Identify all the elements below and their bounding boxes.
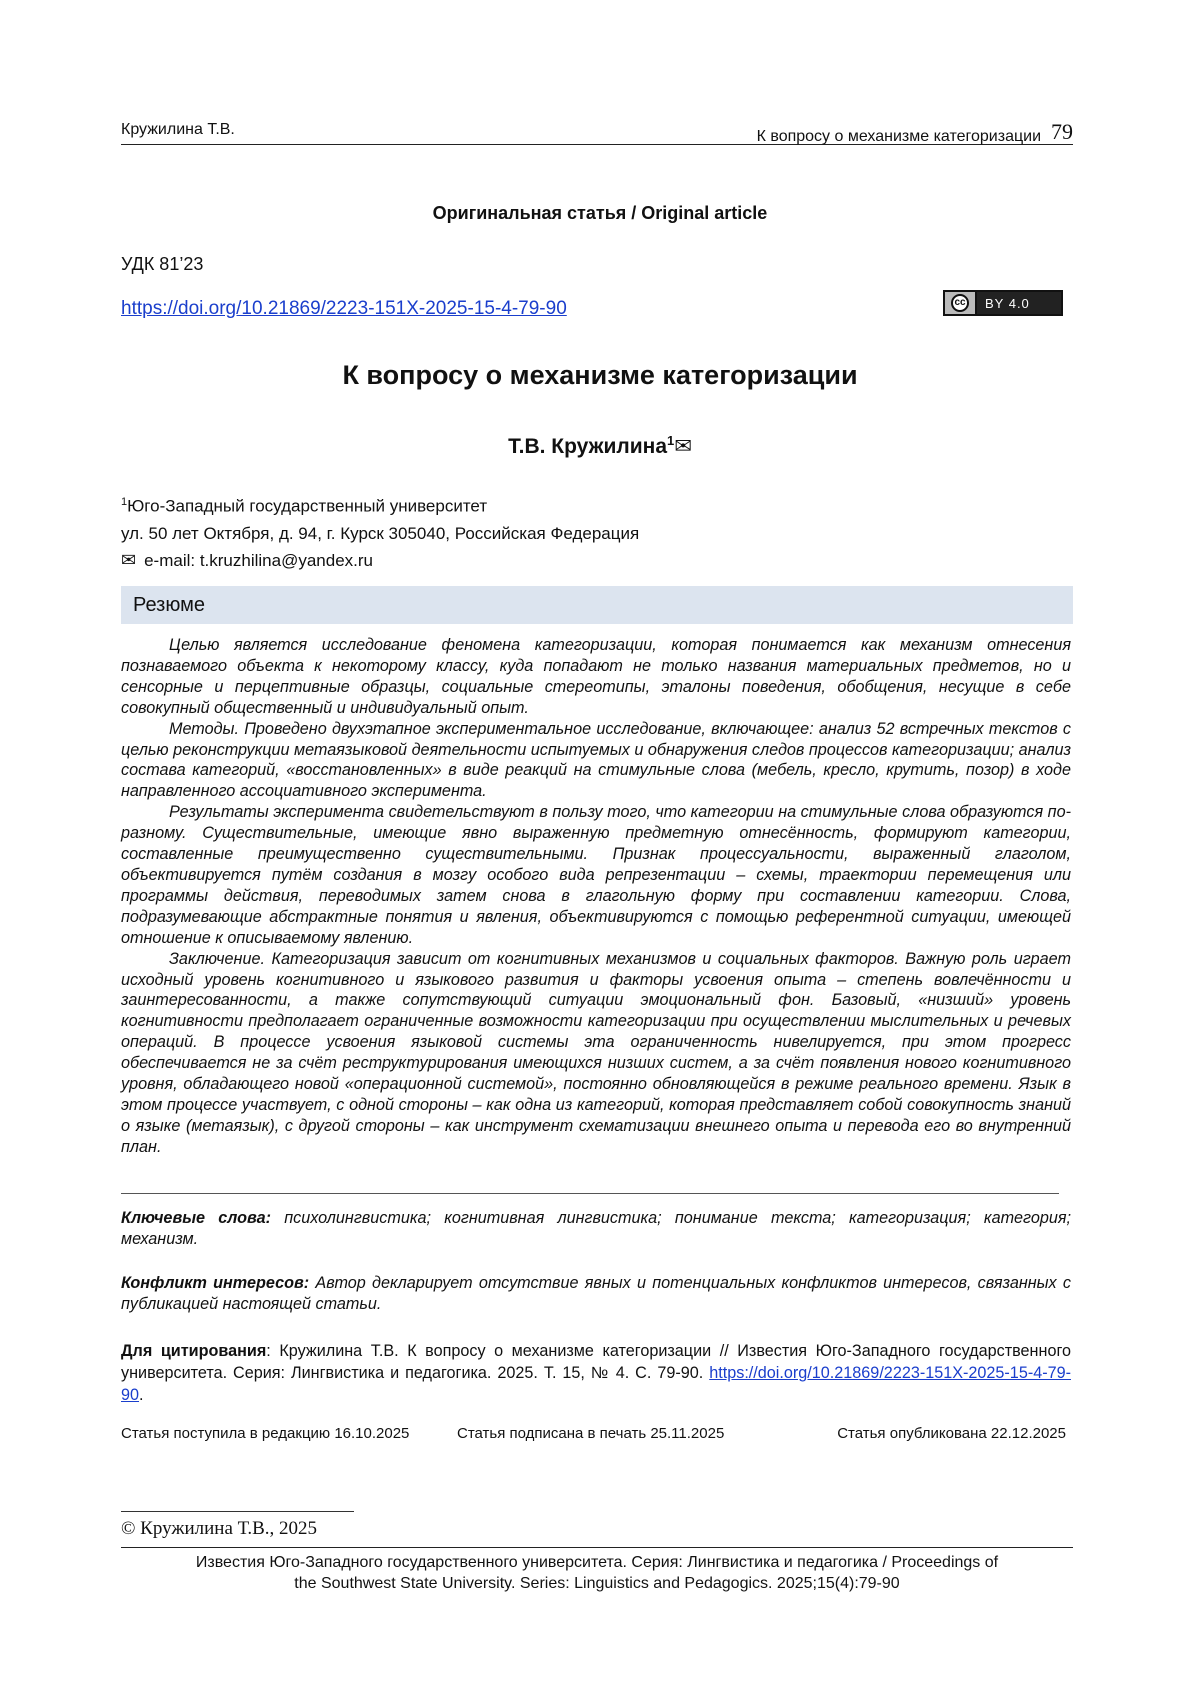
footnote-rule (121, 1511, 354, 1512)
date-received: Статья поступила в редакцию 16.10.2025 (121, 1425, 410, 1442)
footer-rule (121, 1547, 1073, 1548)
running-header (121, 116, 1073, 145)
article-title: К вопросу о механизме категоризации (342, 360, 858, 390)
license-label: BY 4.0 (985, 295, 1030, 311)
conflict-text: Автор декларирует отсутствие явных и потенциальных конфликтов интересов, связанных с публикацией настоящей статьи. (121, 1274, 1071, 1313)
affil-sup: 1 (121, 496, 128, 508)
abstract-methods: Методы. Проведено двухэтапное экспериментальное исследование, включающее: анализ 52 встречных текстов с целью реконструкции метаязыковой деятельности испытуемых и обнаружения следов процессов категоризации; анализ состава категорий, «восстановленных» в виде реакций на стимульные слова (мебель, кресло, крутить, позор) в ходе направленного ассоциативного эксперимента. (121, 719, 1071, 801)
abstract-heading-bar (121, 586, 1073, 624)
abstract-results: Результаты эксперимента свидетельствуют в пользу того, что категории на стимульные слова образуются по-разному. Существительные, имеющие явно выраженную предметную отнесённость, формируют категории, составленные преимущественно существительными. Признак процессуальности, выраженный глаголом, объективируется путём создания в мозгу особого вида репрезентации – схемы, траектории перемещения или программы действия, переводимых затем снова в глагольную форму при составлении категории. Слова, подразумевающие абстрактные понятия и явления, объективируются с помощью референтной ситуации, имеющей отношение к описываемому явлению. (121, 803, 1071, 947)
journal-footer (121, 1552, 1073, 1594)
envelope-icon: ✉ (121, 550, 137, 570)
keywords (121, 1208, 1071, 1250)
affil-university: Юго-Западный государственный университет (127, 496, 488, 516)
abstract-conclusion: Заключение. Категоризация зависит от когнитивных механизмов и социальных факторов. Важную роль играет исходный уровень когнитивного и языкового развития и факторы усвоения опыта – степень вовлечённости и заинтересованности, а также сопутствующий ситуации эмоциональный фон. Базовый, «низший» уровень когнитивности предполагает ограниченные возможности категоризации при осуществлении мыслительных и речевых операций. В процессе усвоения языковой системы эта ограниченность нивелируется, при этом прогресс обеспечивается не за счёт реструктурирования имеющихся низших систем, а за счёт появления нового когнитивного уровня, обладающего новой «операционной системой», постоянно обновляющейся в режиме реального времени. Язык в этом процессе участвует, с одной стороны – как одна из категорий, которая представляет собой совокупность знаний о языке (метаязык), с другой стороны – как инструмент схематизации внешнего опыта и перевода его во внутренний план. (121, 949, 1071, 1156)
author-affil-sup: 1 (667, 433, 675, 448)
doi-link[interactable]: https://doi.org/10.21869/2223-151X-2025-15-4-79-90 (121, 298, 567, 319)
udk-code: УДК 81’23 (121, 254, 204, 274)
divider (121, 1193, 1059, 1194)
abstract-purpose: Целью является исследование феномена категоризации, которая понимается как механизм отнесения познаваемого объекта к некоторому классу, куда попадают не только названия материальных предметов, но и сенсорные и перцептивные образцы, социальные стереотипы, эталоны поведения, обобщения, несущие в себе совокупный общественный и индивидуальный опыт. (121, 636, 1071, 717)
date-signed: Статья подписана в печать 25.11.2025 (457, 1425, 725, 1442)
affil-address: ул. 50 лет Октября, д. 94, г. Курск 305040, Российская Федерация (121, 523, 640, 543)
citation: Для цитирования: Кружилина Т.В. К вопросу о механизме категоризации // Известия Юго-Западного государственного университета. Серия: Лингвистика и педагогика. 2025. Т. 15, № 4. С. 79-90. https://doi.org/10.21869/2223-151X-2025-15-4-79-90. (121, 1342, 1071, 1404)
cc-license-badge[interactable] (943, 290, 1063, 316)
envelope-icon[interactable]: ✉ (674, 435, 692, 458)
conflict-label: Конфликт интересов: (121, 1274, 310, 1292)
abstract-body (121, 635, 1071, 1158)
keywords-text: психолингвистика; когнитивная лингвистика; понимание текста; категоризация; категория; механизм. (121, 1209, 1072, 1248)
header-title (757, 121, 1073, 147)
citation-doi-link[interactable]: https://doi.org/10.21869/2223-151X-2025-15-4-79-90 (121, 1364, 1071, 1404)
author-line (0, 433, 1200, 459)
keywords-label: Ключевые слова: (121, 1209, 271, 1227)
article-type: Оригинальная статья / Original article (432, 203, 768, 223)
date-published: Статья опубликована 22.12.2025 (837, 1425, 1066, 1442)
email-address[interactable]: e-mail: t.kruzhilina@yandex.ru (144, 551, 373, 570)
conflict-of-interest (121, 1273, 1071, 1315)
author-name: Т.В. Кружилина (508, 435, 667, 458)
abstract-heading: Резюме (133, 594, 205, 616)
page-number: 79 (1051, 119, 1073, 144)
journal-footer-line1: Известия Юго-Западного государственного университета. Серия: Лингвистика и педагогика / Proceedings of (195, 1554, 999, 1571)
citation-label: Для цитирования (121, 1342, 267, 1360)
citation-text: : Кружилина Т.В. К вопросу о механизме категоризации // Известия Юго-Западного государственного университета. Серия: Лингвистика и педагогика. 2025. Т. 15, № 4. С. 79-90. (121, 1342, 1071, 1382)
header-short-title: К вопросу о механизме категоризации (756, 128, 1041, 145)
email-line (121, 550, 373, 571)
cc-icon: cc (945, 292, 977, 314)
journal-footer-line2: the Southwest State University. Series: Linguistics and Pedagogics. 2025;15(4):79-90 (294, 1575, 900, 1592)
affiliation (121, 489, 639, 547)
copyright: © Кружилина Т.В., 2025 (121, 1518, 318, 1539)
header-author: Кружилина Т.В. (121, 121, 235, 138)
